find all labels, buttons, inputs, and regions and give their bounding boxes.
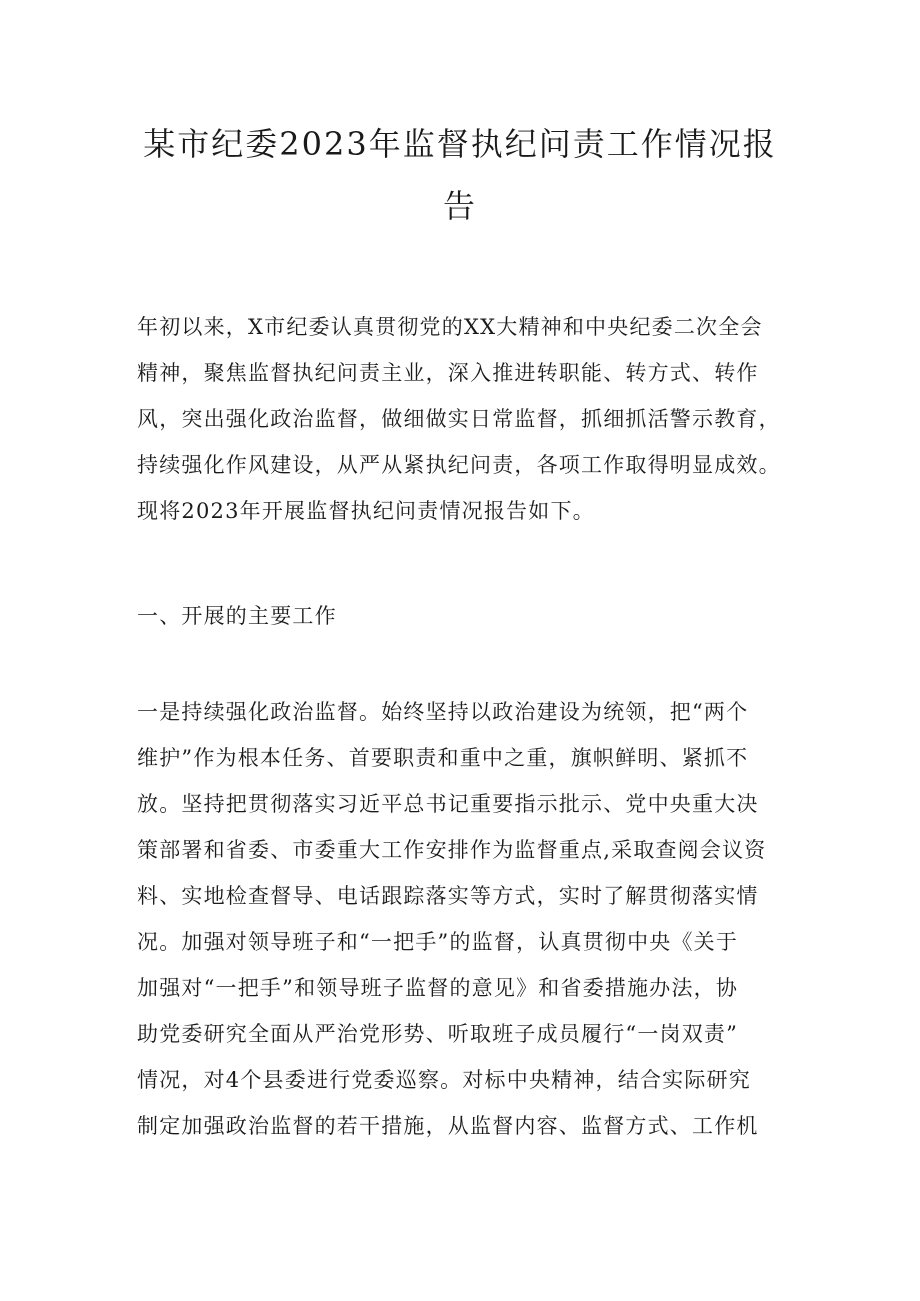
document-title-line-2: 告: [442, 187, 477, 225]
body-line-9: 情况，对4个县委进行党委巡察。对标中央精神，结合实际研究: [137, 1068, 751, 1092]
body-line-3: 放。坚持把贯彻落实习近平总书记重要指示批示、党中央重大决: [137, 792, 759, 816]
body-line-4: 策部署和省委、市委重大工作安排作为监督重点,采取查阅会议资: [137, 838, 767, 862]
document-title-line-1: 某市纪委2023年监督执纪问责工作情况报: [143, 125, 777, 163]
body-line-7: 加强对“一把手”和领导班子监督的意见》和省委措施办法，协: [137, 976, 739, 1000]
body-line-5: 料、实地检查督导、电话跟踪落实等方式，实时了解贯彻落实情: [137, 884, 759, 908]
intro-line-4: 持续强化作风建设，从严从紧执纪问责，各项工作取得明显成效。: [137, 453, 781, 477]
body-line-2: 维护”作为根本任务、首要职责和重中之重，旗帜鲜明、紧抓不: [137, 746, 749, 770]
intro-line-5: 现将2023年开展监督执纪问责情况报告如下。: [137, 499, 595, 523]
body-line-1: 一是持续强化政治监督。始终坚持以政治建设为统领，把“两个: [137, 700, 749, 724]
section-heading: 一、开展的主要工作: [137, 604, 337, 628]
intro-line-2: 精神，聚焦监督执纪问责主业，深入推进转职能、转方式、转作: [137, 361, 759, 385]
body-line-8: 助党委研究全面从严治党形势、听取班子成员履行“一岗双责”: [137, 1022, 739, 1046]
intro-line-1: 年初以来，X市纪委认真贯彻党的XX大精神和中央纪委二次全会: [137, 315, 763, 339]
body-line-10: 制定加强政治监督的若干措施，从监督内容、监督方式、工作机: [137, 1114, 759, 1138]
intro-line-3: 风，突出强化政治监督，做细做实日常监督，抓细抓活警示教育，: [137, 407, 781, 431]
body-line-6: 况。加强对领导班子和“一把手”的监督，认真贯彻中央《关于: [137, 930, 739, 954]
